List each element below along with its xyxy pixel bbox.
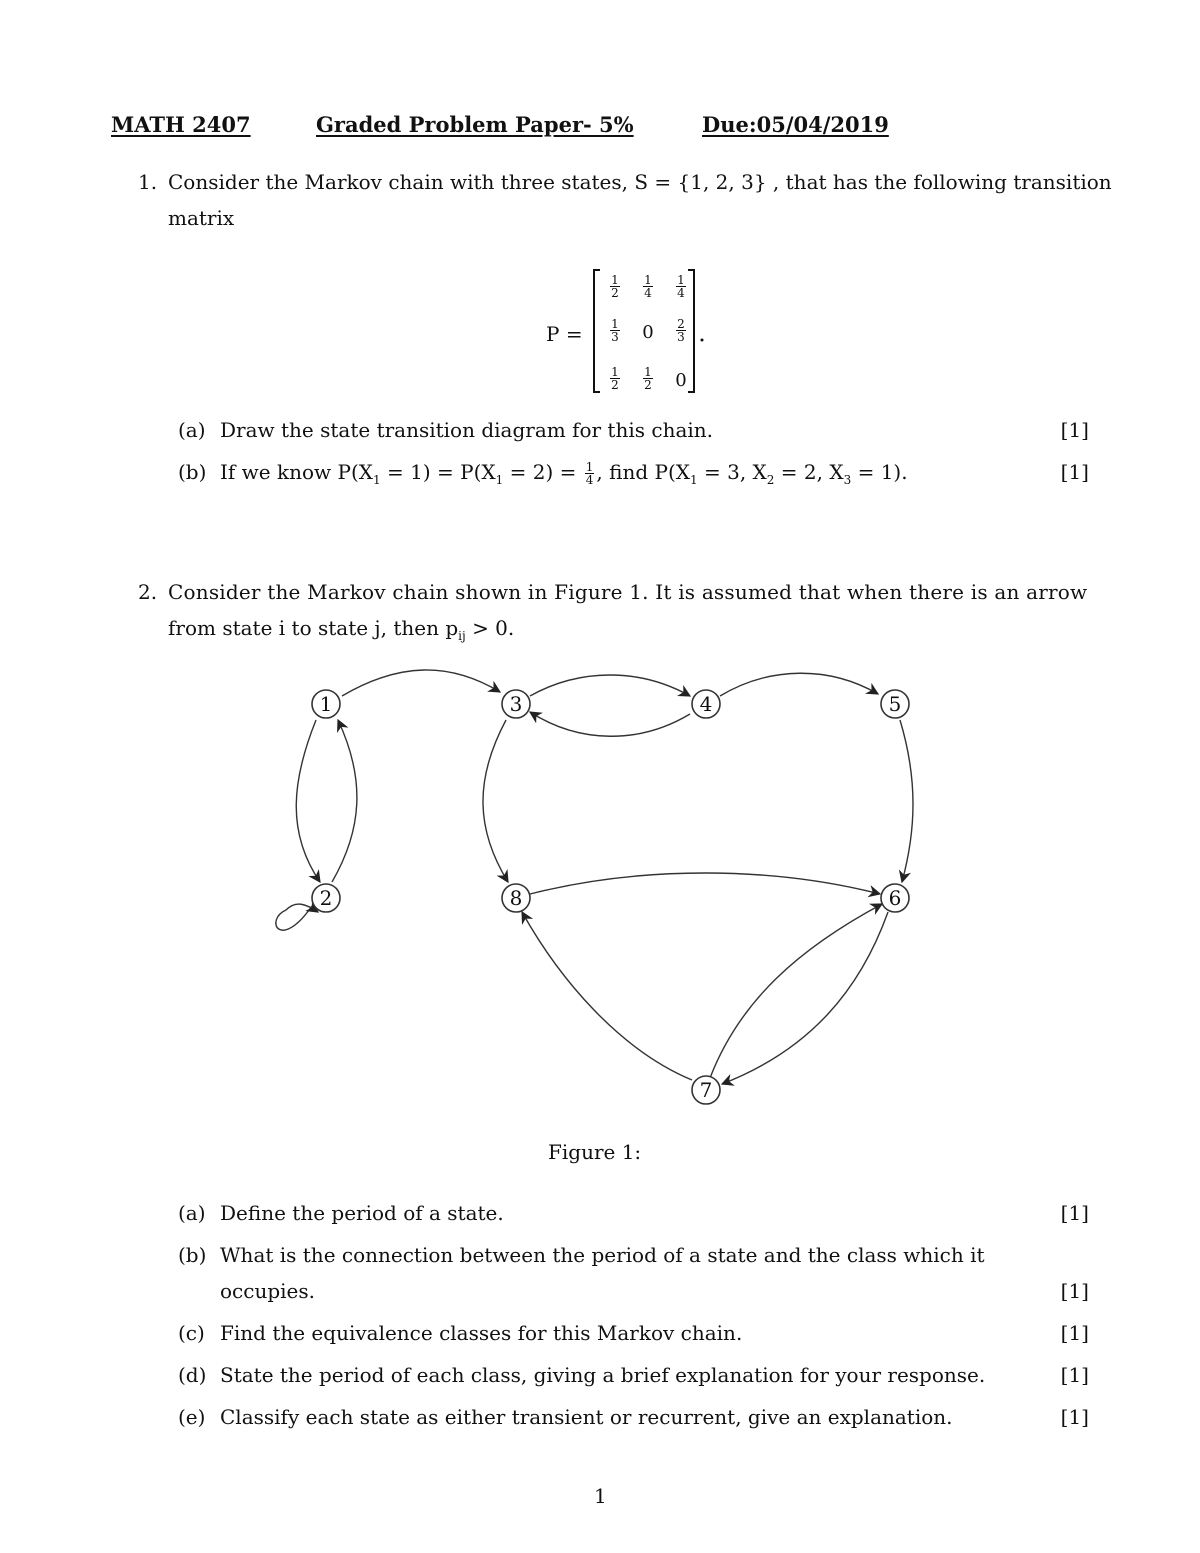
state-node-6 (881, 884, 909, 912)
page-number: 1 (594, 1484, 607, 1508)
q2-number: 2. (138, 580, 158, 604)
edge-4-5 (720, 673, 878, 696)
matrix-cell-1-2: $\frac{1}{4}$ (644, 273, 652, 300)
state-label-5: 5 (888, 692, 902, 716)
q1b-label: (b) (178, 460, 207, 484)
state-node-4 (692, 690, 720, 718)
matrix-cell-1-3: $\frac{1}{4}$ (677, 273, 685, 300)
q2b-label: (b) (178, 1243, 207, 1267)
q2e-label: (e) (178, 1405, 206, 1429)
edge-1-3 (342, 670, 500, 696)
state-label-3: 3 (509, 692, 523, 716)
q2-line2: from state i to state j, then $p_{ij} > 0$. (168, 616, 515, 643)
matrix-label: P = (546, 322, 583, 346)
transition-matrix (600, 270, 696, 394)
q2b-marks: [1] (1060, 1279, 1089, 1303)
q1a-text: Draw the state transition diagram for this chain. (220, 418, 714, 442)
q2-line1: Consider the Markov chain shown in Figure 1. It is assumed that when there is an arrow (168, 580, 1088, 604)
state-label-7: 7 (699, 1078, 713, 1102)
markov-chain-diagram (0, 660, 1200, 1110)
matrix-cell-3-3: 0 (675, 370, 687, 391)
q2a-text: Define the period of a state. (220, 1201, 504, 1225)
matrix-cell-2-3: $\frac{2}{3}$ (677, 317, 685, 344)
q2d-label: (d) (178, 1363, 207, 1387)
edge-5-6 (900, 720, 913, 882)
edge-7-6 (710, 904, 882, 1078)
state-label-8: 8 (509, 886, 523, 910)
edge-2-1 (332, 720, 357, 882)
state-label-2: 2 (319, 886, 333, 910)
paper-title: Graded Problem Paper- 5% (316, 112, 634, 137)
edge-3-8 (483, 720, 508, 882)
edge-8-6 (530, 873, 880, 894)
due-date: Due:05/04/2019 (702, 112, 889, 137)
q1a-marks: [1] (1060, 418, 1089, 442)
q1-line1: Consider the Markov chain with three states, S = {1, 2, 3} , that has the following transition (168, 170, 1112, 194)
edge-3-4 (530, 675, 690, 696)
q2d-marks: [1] (1060, 1363, 1089, 1387)
q2e-marks: [1] (1060, 1405, 1089, 1429)
edge-2-2 (276, 904, 318, 930)
figure-caption: Figure 1: (548, 1140, 642, 1164)
q2b-text-line2: occupies. (220, 1279, 315, 1303)
q2a-label: (a) (178, 1201, 206, 1225)
edge-4-3 (530, 712, 690, 736)
q2b-text: What is the connection between the period of a state and the class which it (220, 1243, 985, 1267)
q1-number: 1. (138, 170, 158, 194)
state-node-5 (881, 690, 909, 718)
edge-1-2 (296, 720, 320, 882)
matrix-cell-3-1: $\frac{1}{2}$ (611, 365, 619, 392)
q2c-text: Find the equivalence classes for this Markov chain. (220, 1321, 743, 1345)
matrix-cell-1-1: $\frac{1}{2}$ (611, 273, 619, 300)
matrix-cell-2-1: $\frac{1}{3}$ (611, 317, 619, 344)
q1a-label: (a) (178, 418, 206, 442)
q2d-text: State the period of each class, giving a brief explanation for your response. (220, 1363, 986, 1387)
q1b-text: If we know $P(X_1 = 1) = P(X_1 = 2)$ = $\frac{1}{4}$ , find $P(X_1 = 3$, $X_2 = 2$, $X_3 = 1$). (220, 460, 908, 487)
state-label-6: 6 (888, 886, 902, 910)
state-node-1 (312, 690, 340, 718)
q1b-marks: [1] (1060, 460, 1089, 484)
state-label-4: 4 (699, 692, 713, 716)
matrix-cell-3-2: $\frac{1}{2}$ (644, 365, 652, 392)
course-code: MATH 2407 (111, 112, 251, 137)
state-label-1: 1 (319, 692, 333, 716)
matrix-cell-2-2: 0 (642, 322, 654, 343)
q2c-label: (c) (178, 1321, 205, 1345)
state-node-2 (312, 884, 340, 912)
state-node-8 (502, 884, 530, 912)
q2e-text: Classify each state as either transient or recurrent, give an explanation. (220, 1405, 953, 1429)
q1-line2: matrix (168, 206, 235, 230)
q2a-marks: [1] (1060, 1201, 1089, 1225)
state-node-7 (692, 1076, 720, 1104)
edge-7-8 (522, 912, 692, 1080)
state-node-3 (502, 690, 530, 718)
q2c-marks: [1] (1060, 1321, 1089, 1345)
edge-6-7 (722, 912, 888, 1084)
